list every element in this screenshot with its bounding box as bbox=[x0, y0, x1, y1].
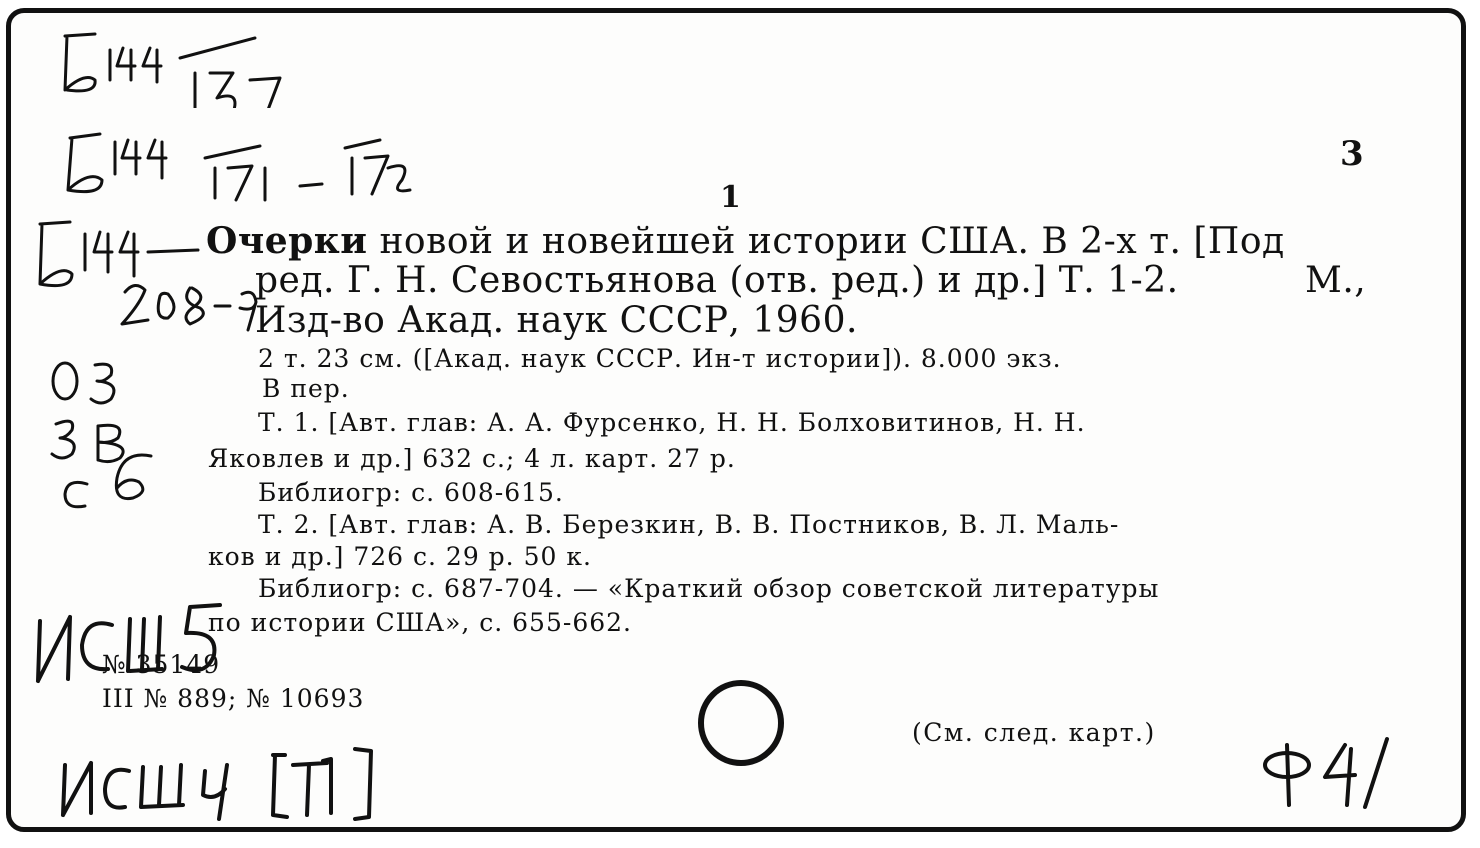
inventory-number: № 35149 bbox=[102, 650, 221, 679]
handwritten-shelf-mark-2 bbox=[60, 128, 420, 208]
handwritten-bottom-mark-3 bbox=[1255, 735, 1395, 815]
volume-1-authors: Т. 1. [Авт. глав: А. А. Фурсенко, Н. Н. Болховитинов, Н. Н. bbox=[258, 408, 1086, 437]
volume-2-pages: ков и др.] 726 с. 29 р. 50 к. bbox=[208, 542, 592, 571]
volume-2-bibliography-2: по истории США», с. 655-662. bbox=[208, 608, 632, 637]
handwritten-bottom-mark-2 bbox=[55, 735, 385, 825]
title-line-2: ред. Г. Н. Севостьянова (отв. ред.) и др.] Т. 1-2. bbox=[255, 260, 1179, 301]
handwritten-bottom-mark-1 bbox=[30, 595, 230, 695]
binding-note: В пер. bbox=[262, 374, 350, 403]
card-number: 3 bbox=[1340, 134, 1364, 174]
volume-2-authors: Т. 2. [Авт. глав: А. В. Березкин, В. В. Постников, В. Л. Маль- bbox=[258, 510, 1120, 539]
volume-1-bibliography: Библиогр: с. 608-615. bbox=[258, 478, 564, 507]
handwritten-mark-3 bbox=[55, 448, 165, 518]
title-line-2-city: М., bbox=[1305, 260, 1367, 301]
card-hole bbox=[698, 680, 784, 766]
title-line-3: Изд-во Акад. наук СССР, 1960. bbox=[255, 300, 858, 341]
title-bold-word: Очерки bbox=[206, 220, 368, 262]
handwritten-mark-1 bbox=[45, 355, 135, 410]
inventory-line-2: III № 889; № 10693 bbox=[102, 684, 365, 713]
volume-1-pages: Яковлев и др.] 632 с.; 4 л. карт. 27 р. bbox=[208, 444, 736, 473]
continued-note: (См. след. карт.) bbox=[912, 718, 1156, 747]
title-line-1-rest: новой и новейшей истории США. В 2-х т. [Под bbox=[379, 221, 1285, 262]
title-line-1 bbox=[206, 220, 1285, 262]
handwritten-shelf-mark-1 bbox=[55, 28, 285, 108]
physical-description: 2 т. 23 см. ([Акад. наук СССР. Ин-т истории]). 8.000 экз. bbox=[258, 344, 1062, 373]
volume-2-bibliography-1: Библиогр: с. 687-704. — «Краткий обзор советской литературы bbox=[258, 574, 1160, 603]
volume-mark: 1 bbox=[720, 180, 741, 215]
